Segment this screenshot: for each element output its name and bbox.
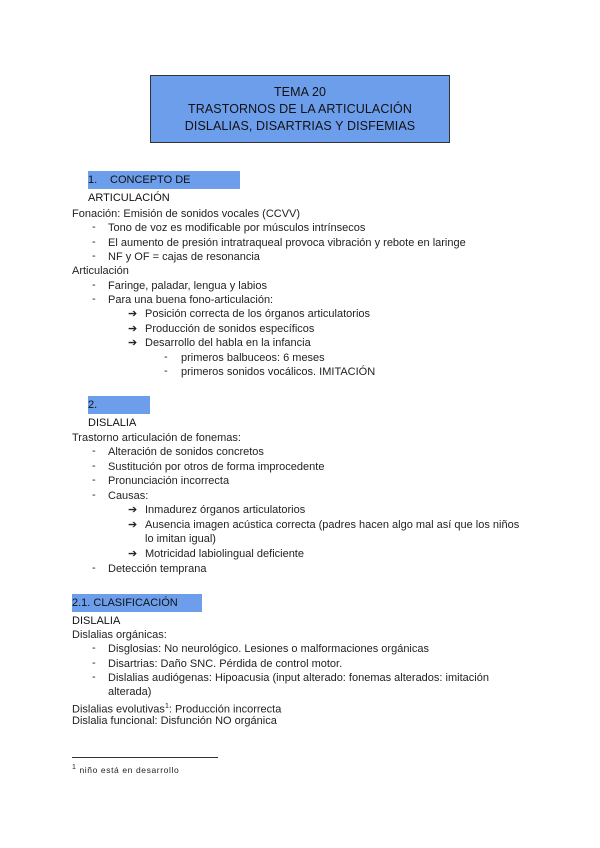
dash-bullet: - xyxy=(92,279,96,291)
list-item: Ausencia imagen acústica correcta (padres hacen algo mal así que los niños xyxy=(145,519,520,531)
list-item: Sustitución por otros de forma improcedente xyxy=(108,461,325,473)
evolutivas-text: : Producción incorrecta xyxy=(168,703,282,716)
section-2-heading xyxy=(88,396,150,429)
list-item-continuation: alterada) xyxy=(108,686,152,698)
title-line-2: TRASTORNOS DE LA ARTICULACIÓN xyxy=(187,101,413,116)
list-item: primeros sonidos vocálicos. IMITACIÓN xyxy=(181,366,376,378)
list-item: Detección temprana xyxy=(108,563,207,575)
footnote-ref[interactable]: 1 xyxy=(164,703,169,710)
list-item: Causas: xyxy=(108,490,149,502)
dash-bullet: - xyxy=(92,250,96,262)
list-item: Pronunciación incorrecta xyxy=(108,475,230,487)
title-line-3: DISLALIAS, DISARTRIAS Y DISFEMIAS xyxy=(184,118,416,133)
organicas-line: Dislalias orgánicas: xyxy=(72,629,167,641)
dash-bullet: - xyxy=(92,657,96,669)
footnote xyxy=(72,764,179,775)
section-2-1-title: 2.1. CLASIFICACIÓN DISLALIA xyxy=(72,597,178,627)
section-2-1-heading xyxy=(72,594,202,627)
list-item: Alteración de sonidos concretos xyxy=(108,446,264,458)
list-item: Motricidad labiolingual deficiente xyxy=(145,548,304,560)
list-item-continuation: lo imitan igual) xyxy=(145,533,216,545)
dislalia-definition: Trastorno articulación de fonemas: xyxy=(72,432,241,444)
arrow-bullet-icon: ➔ xyxy=(128,323,138,335)
arrow-bullet-icon: ➔ xyxy=(128,519,138,531)
section-1-heading xyxy=(88,171,240,204)
title-box xyxy=(150,75,450,143)
arrow-bullet-icon: ➔ xyxy=(128,337,138,349)
list-item: Tono de voz es modificable por músculos intrínsecos xyxy=(108,222,366,234)
dash-bullet: - xyxy=(92,445,96,457)
articulacion-line: Articulación xyxy=(72,265,129,277)
footnote-divider xyxy=(72,757,218,758)
fonacion-line: Fonación: Emisión de sonidos vocales (CCVV) xyxy=(72,208,301,220)
list-item: NF y OF = cajas de resonancia xyxy=(108,251,260,263)
dash-bullet: - xyxy=(92,460,96,472)
list-item: Inmadurez órganos articulatorios xyxy=(145,504,306,516)
dash-bullet: - xyxy=(92,221,96,233)
list-item: primeros balbuceos: 6 meses xyxy=(181,352,325,364)
arrow-bullet-icon: ➔ xyxy=(128,504,138,516)
list-item: Producción de sonidos específicos xyxy=(145,323,315,335)
dash-bullet: - xyxy=(92,562,96,574)
list-item: Posición correcta de los órganos articulatorios xyxy=(145,308,371,320)
dash-bullet: - xyxy=(92,293,96,305)
section-1-title: CONCEPTO DE ARTICULACIÓN xyxy=(88,174,191,204)
list-item: Disartrias: Daño SNC. Pérdida de control motor. xyxy=(108,658,343,670)
footnote-text: niño está en desarrollo xyxy=(79,764,180,775)
dash-bullet: - xyxy=(92,671,96,683)
dash-bullet: - xyxy=(92,642,96,654)
dash-bullet: - xyxy=(164,365,168,377)
list-item: Disglosias: No neurológico. Lesiones o malformaciones orgánicas xyxy=(108,643,429,655)
dash-bullet: - xyxy=(92,489,96,501)
funcional-line: Dislalia funcional: Disfunción NO orgánica xyxy=(72,715,277,727)
dash-bullet: - xyxy=(92,474,96,486)
dash-bullet: - xyxy=(164,351,168,363)
list-item: Desarrollo del habla en la infancia xyxy=(145,337,311,349)
section-2-number: 2. xyxy=(88,399,98,411)
section-2-title: DISLALIA xyxy=(88,417,137,429)
footnote-number: 1 xyxy=(72,764,77,771)
title-line-1: TEMA 20 xyxy=(273,84,327,99)
list-item: Faringe, paladar, lengua y labios xyxy=(108,280,267,292)
list-item: Para una buena fono-articulación: xyxy=(108,294,274,306)
arrow-bullet-icon: ➔ xyxy=(128,308,138,320)
list-item: El aumento de presión intratraqueal provoca vibración y rebote en laringe xyxy=(108,237,466,249)
evolutivas-label: Dislalias evolutivas xyxy=(72,703,165,716)
arrow-bullet-icon: ➔ xyxy=(128,548,138,560)
section-1-number: 1. xyxy=(88,174,98,186)
dash-bullet: - xyxy=(92,236,96,248)
list-item: Dislalias audiógenas: Hipoacusia (input alterado: fonemas alterados: imitación xyxy=(108,672,489,684)
